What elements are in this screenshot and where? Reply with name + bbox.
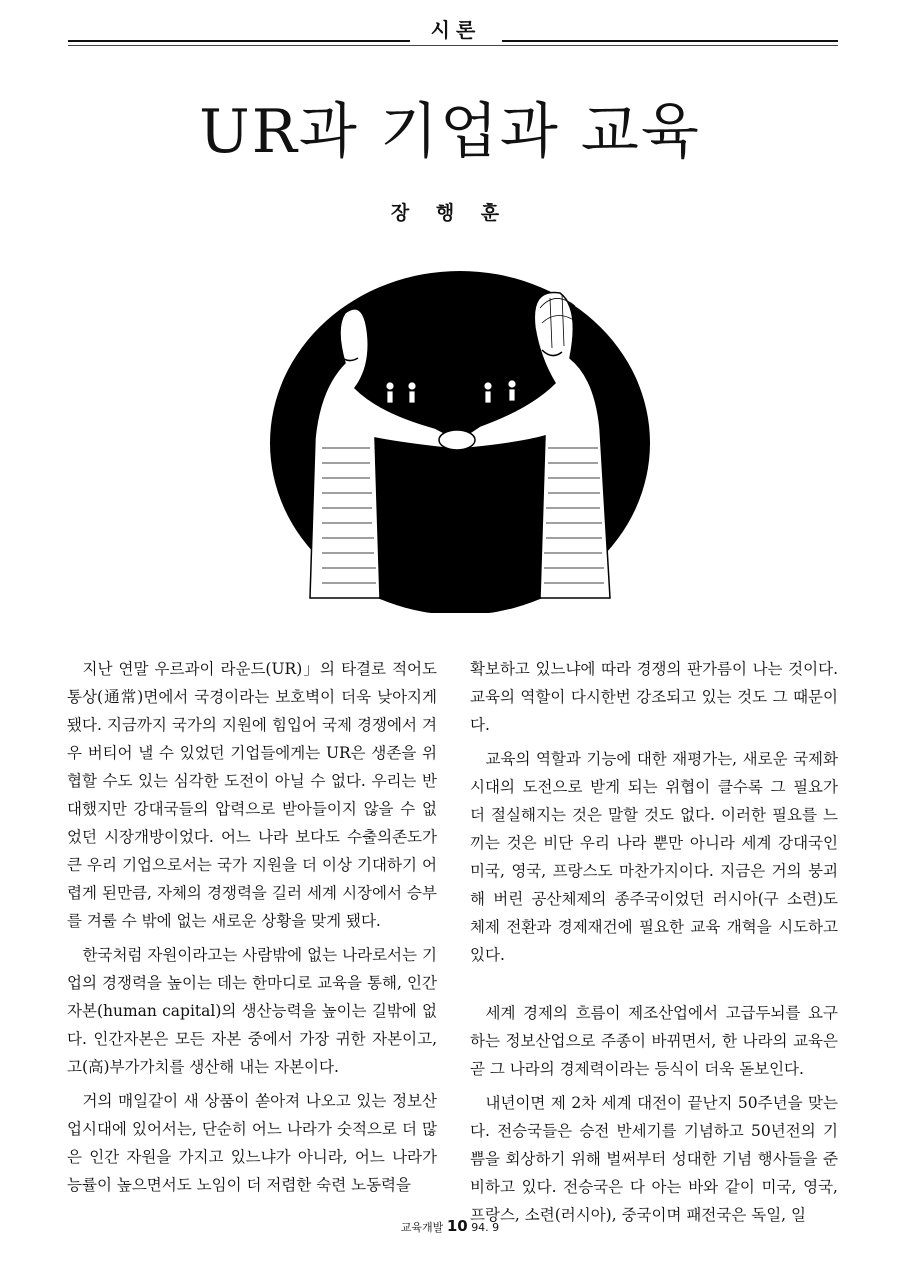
page-footer xyxy=(0,1217,900,1235)
article-title: UR과 기업과 교육 xyxy=(199,97,701,167)
issue-date: 94. 9 xyxy=(471,1221,500,1234)
handshake-illustration xyxy=(250,268,670,613)
page-number: 10 xyxy=(446,1217,468,1235)
paragraph: 지난 연말 우르과이 라운드(UR)」의 타결로 적어도 통상(通常)면에서 국경이라는 보호벽이 더욱 낮아지게 됐다. 지금까지 국가의 지원에 힘입어 국제 경쟁에서 겨우 버티어 낼 수 있었던 기업들에게는 UR은 생존을 위협할 수도 있는 심각한 도전이 아닐 수 없다. 우리는 반대했지만 강대국들의 압력으로 받아들이지 않을 수 없었던 시장개방이었다. 어느 나라 보다도 수출의존도가 큰 우리 기업으로서는 국가 지원을 더 이상 기대하기 어렵게 된만큼, 자체의 경쟁력을 길러 세계 시장에서 승부를 겨룰 수 밖에 없는 새로운 상황을 맞게 됐다. xyxy=(67,660,437,930)
paragraph: 거의 매일같이 새 상품이 쏟아져 나오고 있는 정보산업시대에 있어서는, 단순히 어느 나라가 숫적으로 더 많은 인간 자원을 가지고 있느냐가 아니라, 어느 나라가 능률이 높으면서도 노임이 더 저렴한 숙련 노동력을 xyxy=(67,1092,437,1194)
paragraph: 교육의 역할과 기능에 대한 재평가는, 새로운 국제화시대의 도전으로 받게 되는 위협이 클수록 그 필요가 더 절실해지는 것은 말할 것도 없다. 이러한 필요를 느끼는 것은 비단 우리 나라 뿐만 아니라 세계 강대국인 미국, 영국, 프랑스도 마찬가지이다. 지금은 거의 붕괴해 버린 공산체제의 종주국이었던 러시아(구 소련)도 체제 전환과 경제재건에 필요한 교육 개혁을 시도하고 있다. xyxy=(470,750,838,964)
journal-name: 교육개발 xyxy=(400,1221,444,1234)
paragraph: 확보하고 있느냐에 따라 경쟁의 판가름이 나는 것이다. 교육의 역할이 다시한번 강조되고 있는 것도 그 때문이다. xyxy=(470,660,838,734)
article-column-left xyxy=(67,655,437,1205)
paragraph: 내년이면 제 2차 세계 대전이 끝난지 50주년을 맞는다. 전승국들은 승전 반세기를 기념하고 50년전의 기쁨을 회상하기 위해 벌써부터 성대한 기념 행사들을 준비하고 있다. 전승국은 다 아는 바와 같이 미국, 영국, 프랑스, 소련(러시아), 중국이며 패전국은 독일, 일 xyxy=(470,1094,838,1224)
handshake xyxy=(439,430,475,450)
paragraph: 한국처럼 자원이라고는 사람밖에 없는 나라로서는 기업의 경쟁력을 높이는 데는 한마디로 교육을 통해, 인간자본(human capital)의 생산능력을 높이는 길밖에 없다. 인간자본은 모든 자본 중에서 가장 귀한 자본이고, 고(高)부가가치를 생산해 내는 자본이다. xyxy=(67,946,437,1076)
header-rule-thin xyxy=(68,45,838,46)
paragraph: 세계 경제의 흐름이 제조산업에서 고급두뇌를 요구하는 정보산업으로 주종이 바뀌면서, 한 나라의 교육은 곧 그 나라의 경제력이라는 등식이 더욱 돋보인다. xyxy=(470,1004,838,1078)
section-label: 시론 xyxy=(410,14,502,43)
article-column-right xyxy=(470,655,838,1235)
article-author: 장 행 훈 xyxy=(390,202,510,224)
